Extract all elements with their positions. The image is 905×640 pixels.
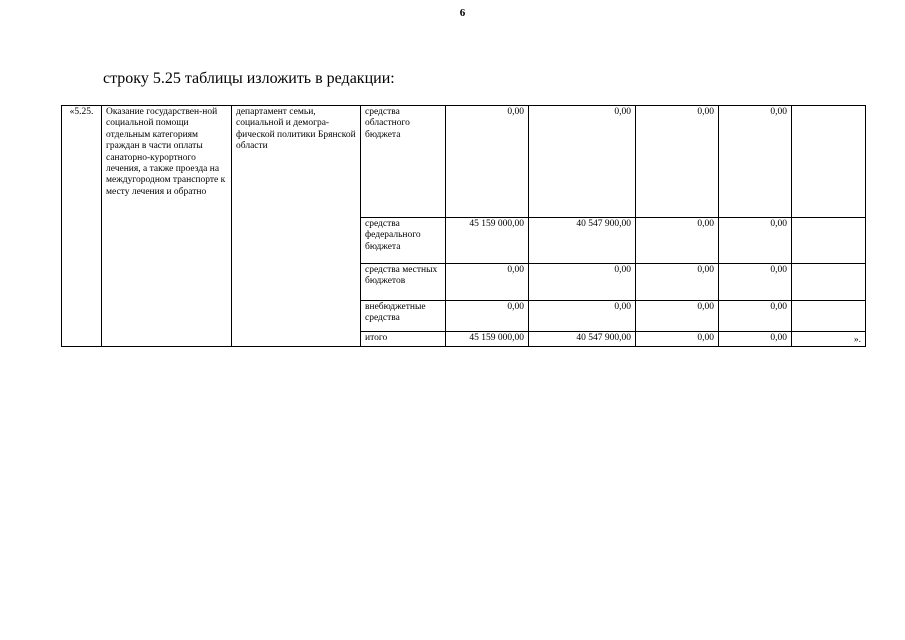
value-cell: 0,00 (719, 218, 792, 264)
value-cell (792, 106, 866, 218)
value-cell: 0,00 (636, 301, 719, 332)
value-cell: 0,00 (446, 301, 529, 332)
row-number-cell: «5.25. (62, 106, 102, 347)
value-cell (792, 218, 866, 264)
source-cell: средства областного бюджета (361, 106, 446, 218)
amendment-table (61, 105, 866, 347)
value-cell: 0,00 (446, 106, 529, 218)
measure-cell: Оказание государствен-ной социальной помощи отдельным категориям граждан в части оплаты санаторно-курортного лечения, а также проезда на междугородном транспорте к месту лечения и обратно (102, 106, 232, 347)
value-cell: 45 159 000,00 (446, 332, 529, 347)
value-cell: 45 159 000,00 (446, 218, 529, 264)
source-cell: средства местных бюджетов (361, 264, 446, 301)
value-cell (792, 301, 866, 332)
value-cell: 0,00 (529, 264, 636, 301)
page-number: 6 (459, 7, 466, 19)
source-cell: средства федерального бюджета (361, 218, 446, 264)
value-cell: 0,00 (719, 106, 792, 218)
value-cell: 0,00 (719, 301, 792, 332)
value-cell: 0,00 (636, 106, 719, 218)
table-row (62, 106, 866, 218)
executor-cell: департамент семьи, социальной и демогра-фической политики Брянской области (232, 106, 361, 347)
value-cell: 0,00 (719, 332, 792, 347)
value-cell: 0,00 (636, 218, 719, 264)
value-cell: 0,00 (529, 301, 636, 332)
source-cell: итого (361, 332, 446, 347)
value-cell: 0,00 (636, 264, 719, 301)
value-cell: 40 547 900,00 (529, 218, 636, 264)
value-cell: 0,00 (529, 106, 636, 218)
value-cell: 0,00 (719, 264, 792, 301)
closing-quote: ». (792, 332, 866, 347)
intro-text: строку 5.25 таблицы изложить в редакции: (103, 70, 395, 87)
value-cell: 0,00 (636, 332, 719, 347)
source-cell: внебюджетные средства (361, 301, 446, 332)
value-cell: 0,00 (446, 264, 529, 301)
value-cell: 40 547 900,00 (529, 332, 636, 347)
value-cell (792, 264, 866, 301)
